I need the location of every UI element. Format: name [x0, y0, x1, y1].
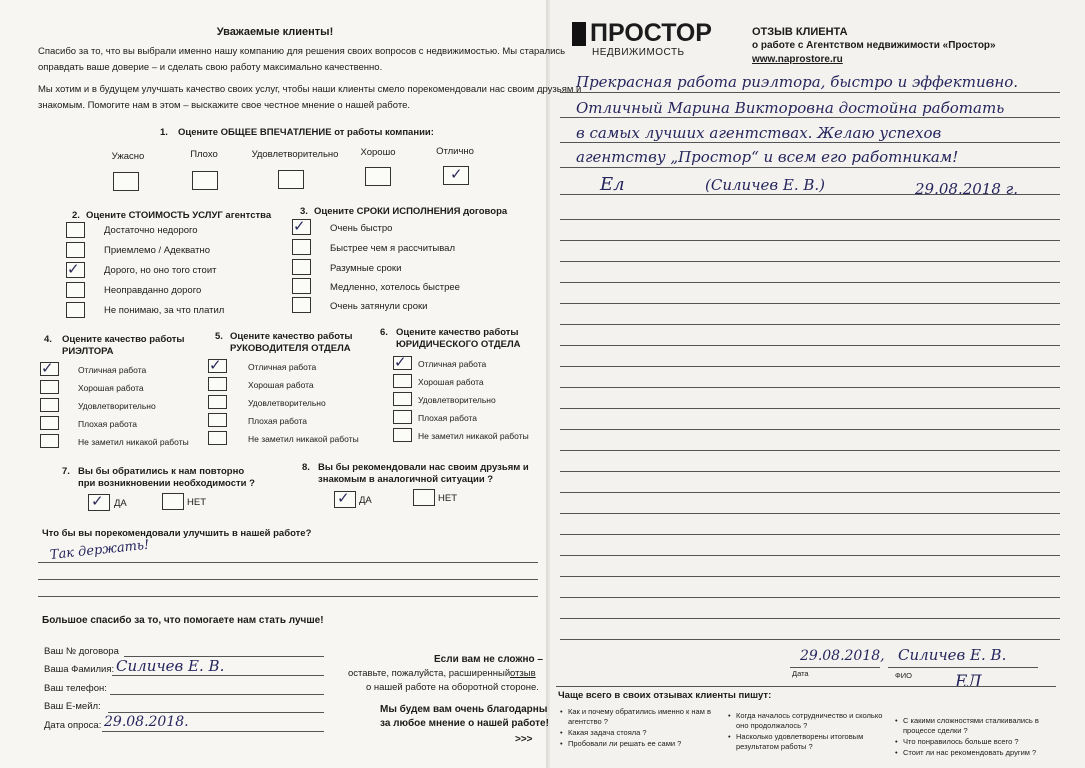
- improve-question: Что бы вы порекомендовали улучшить в нашей работе?: [42, 528, 312, 539]
- q8-no-label: НЕТ: [438, 493, 457, 504]
- q8-title: знакомым в аналогичной ситуации ?: [318, 474, 494, 485]
- ruled-line: [560, 366, 1060, 367]
- signature-icon: ЕЛ: [955, 672, 982, 692]
- q3-option-label: Разумные сроки: [330, 263, 402, 274]
- q4-checkbox[interactable]: [40, 398, 59, 412]
- logo-text: ПРОСТОР: [590, 19, 712, 47]
- q1-option-label: Отлично: [436, 146, 474, 157]
- q5-checkbox[interactable]: [208, 377, 227, 391]
- q3-option-label: Быстрее чем я рассчитывал: [330, 243, 456, 254]
- q1-title: Оцените ОБЩЕЕ ВПЕЧАТЛЕНИЕ от работы компании:: [178, 127, 434, 138]
- ruled-line: [560, 555, 1060, 556]
- q3-title: Оцените СРОКИ ИСПОЛНЕНИЯ договора: [314, 206, 508, 217]
- q7-title: при возникновении необходимости ?: [78, 478, 255, 489]
- q1-number: 1.: [160, 127, 168, 138]
- bullet-icon: •: [728, 711, 731, 720]
- section-divider: [556, 686, 1056, 687]
- q7-yes-label: ДА: [114, 498, 127, 509]
- q5-option-label: Удовлетворительно: [248, 398, 326, 408]
- q5-option-label: Не заметил никакой работы: [248, 434, 359, 444]
- q5-title: Оцените качество работы: [230, 331, 353, 342]
- q8-checkbox-no[interactable]: [413, 489, 435, 506]
- callout-text: о нашей работе на оборотной стороне.: [366, 682, 539, 693]
- q8-yes-label: ДА: [359, 495, 372, 506]
- q2-option-label: Не понимаю, за что платил: [104, 305, 225, 316]
- q8-number: 8.: [302, 462, 310, 473]
- q1-option-label: Удовлетворительно: [251, 149, 339, 160]
- q4-option-label: Удовлетворительно: [78, 401, 156, 411]
- ruled-line: [560, 219, 1060, 220]
- intro-line: знакомым. Помогите нам в этом – выскажите свое честное мнение о нашей работе.: [38, 100, 410, 111]
- q2-checkbox[interactable]: [66, 222, 85, 238]
- bullet-icon: •: [560, 707, 563, 716]
- q5-checkbox[interactable]: [208, 431, 227, 445]
- q4-title: РИЭЛТОРА: [62, 346, 114, 357]
- checkmark-icon: ✓: [91, 492, 104, 510]
- bullet-icon: •: [560, 728, 563, 737]
- often-item: оно продолжалось ?: [736, 721, 808, 730]
- ruled-line: [560, 471, 1060, 472]
- answer-line: [38, 562, 538, 563]
- survey-date-value[interactable]: 29.08.2018.: [104, 714, 189, 730]
- signature-icon: Ел: [600, 174, 625, 195]
- improve-answer[interactable]: Так держать!: [49, 537, 150, 563]
- review-text-line[interactable]: Прекрасная работа риэлтора, быстро и эффективно.: [576, 73, 1019, 91]
- ruled-line: [560, 450, 1060, 451]
- checkmark-icon: ✓: [67, 260, 80, 278]
- thanks-text: Большое спасибо за то, что помогаете нам стать лучше!: [42, 615, 324, 626]
- often-item: Как и почему обратились именно к нам в: [568, 707, 711, 716]
- ruled-line: [560, 408, 1060, 409]
- q2-checkbox[interactable]: [66, 302, 85, 318]
- ruled-line: [560, 194, 1060, 195]
- q2-option-label: Дорого, но оно того стоит: [104, 265, 217, 276]
- ruled-line: [560, 324, 1060, 325]
- callout-arrows: >>>: [515, 734, 533, 745]
- q6-checkbox[interactable]: [393, 410, 412, 424]
- ruled-line: [560, 142, 1060, 143]
- often-title: Чаще всего в своих отзывах клиенты пишут:: [558, 690, 772, 701]
- ruled-line: [560, 597, 1060, 598]
- q3-checkbox[interactable]: [292, 239, 311, 255]
- q6-option-label: Отличная работа: [418, 359, 487, 369]
- ruled-line: [560, 167, 1060, 168]
- q5-option-label: Плохая работа: [248, 416, 308, 426]
- often-item: Пробовали ли решать ее сами ?: [568, 739, 682, 748]
- q1-checkbox-bad[interactable]: [192, 171, 218, 190]
- ruled-line: [560, 492, 1060, 493]
- ruled-line: [560, 261, 1060, 262]
- q5-title: РУКОВОДИТЕЛЯ ОТДЕЛА: [230, 343, 351, 354]
- often-item: процессе сделки ?: [903, 726, 968, 735]
- q4-checkbox[interactable]: [40, 380, 59, 394]
- review-text-line[interactable]: Отличный Марина Викторовна достойна работать: [576, 99, 1005, 117]
- surname-label: Ваша Фамилия:: [44, 664, 115, 675]
- often-item: С какими сложностями сталкивались в: [903, 716, 1039, 725]
- often-item: Насколько удовлетворены итоговым: [736, 732, 864, 741]
- callout-bold: за любое мнение о нашей работе!: [380, 718, 549, 729]
- callout-text: оставьте, пожалуйста, расширенный: [348, 668, 511, 679]
- q2-option-label: Достаточно недорого: [104, 225, 198, 236]
- q1-option-label: Ужасно: [111, 151, 145, 162]
- q2-title: Оцените СТОИМОСТЬ УСЛУГ агентства: [86, 210, 272, 221]
- bullet-icon: •: [560, 739, 563, 748]
- q6-option-label: Удовлетворительно: [418, 395, 496, 405]
- ruled-line: [560, 576, 1060, 577]
- q4-checkbox[interactable]: [40, 416, 59, 430]
- date-line: [790, 667, 880, 668]
- logo-mark-icon: [572, 22, 586, 46]
- q3-checkbox[interactable]: [292, 297, 311, 313]
- date-field[interactable]: [102, 731, 324, 732]
- q6-option-label: Не заметил никакой работы: [418, 431, 529, 441]
- q1-checkbox-satisfactory[interactable]: [278, 170, 304, 189]
- often-item: Какая задача стояла ?: [568, 728, 647, 737]
- q3-checkbox[interactable]: [292, 278, 311, 294]
- often-item: Что понравилось больше всего ?: [903, 737, 1019, 746]
- intro-line: оправдать ваше доверие – и сделать свою работу максимально качественно.: [38, 62, 383, 73]
- ruled-line: [560, 117, 1060, 118]
- q4-option-label: Плохая работа: [78, 419, 138, 429]
- email-label: Ваш Е-мейл:: [44, 701, 101, 712]
- logo-subtitle: НЕДВИЖИМОСТЬ: [592, 47, 685, 58]
- q7-no-label: НЕТ: [187, 497, 206, 508]
- ruled-line: [560, 345, 1060, 346]
- fio-line: [888, 667, 1038, 668]
- checkmark-icon: ✓: [394, 353, 407, 371]
- ruled-line: [560, 639, 1060, 640]
- q1-checkbox-good[interactable]: [365, 167, 391, 186]
- ruled-line: [560, 92, 1060, 93]
- footer-name-value[interactable]: Силичев Е. В.: [898, 646, 1007, 664]
- ruled-line: [560, 534, 1060, 535]
- answer-line: [38, 579, 538, 580]
- ruled-line: [560, 618, 1060, 619]
- q6-option-label: Плохая работа: [418, 413, 478, 423]
- bullet-icon: •: [895, 716, 898, 725]
- callout-bold: Мы будем вам очень благодарны: [380, 704, 548, 715]
- q4-option-label: Хорошая работа: [78, 383, 144, 393]
- contract-label: Ваш № договора: [44, 646, 119, 657]
- often-item: агентство ?: [568, 717, 608, 726]
- q2-number: 2.: [72, 210, 80, 221]
- q3-option-label: Медленно, хотелось быстрее: [330, 282, 460, 293]
- q1-option-label: Хорошо: [360, 147, 396, 158]
- q7-number: 7.: [62, 466, 70, 477]
- q1-option-label: Плохо: [190, 149, 218, 160]
- email-field[interactable]: [108, 712, 324, 713]
- footer-date-value[interactable]: 29.08.2018,: [800, 648, 885, 664]
- checkmark-icon: ✓: [293, 217, 306, 235]
- q6-number: 6.: [380, 327, 388, 338]
- q7-checkbox-no[interactable]: [162, 493, 184, 510]
- review-signature-date[interactable]: 29.08.2018 г.: [915, 180, 1019, 198]
- intro-line: Мы хотим и в будущем улучшать качество своих услуг, чтобы наши клиенты смело порекомендовали нас своим друзьям и: [38, 84, 582, 95]
- checkmark-icon: ✓: [41, 359, 54, 377]
- q1-checkbox-terrible[interactable]: [113, 172, 139, 191]
- page-fold: [546, 0, 550, 768]
- phone-label: Ваш телефон:: [44, 683, 107, 694]
- q7-title: Вы бы обратились к нам повторно: [78, 466, 245, 477]
- ruled-line: [560, 240, 1060, 241]
- ruled-line: [560, 282, 1060, 283]
- answer-line: [38, 596, 538, 597]
- q4-option-label: Отличная работа: [78, 365, 147, 375]
- q3-option-label: Очень быстро: [330, 223, 393, 234]
- callout-bold: Если вам не сложно –: [434, 654, 543, 665]
- q3-number: 3.: [300, 206, 308, 217]
- checkmark-icon: ✓: [450, 165, 463, 183]
- fio-caption: ФИО: [895, 671, 912, 680]
- survey-title: Уважаемые клиенты!: [216, 26, 334, 38]
- q2-option-label: Приемлемо / Адекватно: [104, 245, 211, 256]
- review-text-line[interactable]: в самых лучших агентствах. Желаю успехов: [576, 124, 942, 142]
- q4-option-label: Не заметил никакой работы: [78, 437, 189, 447]
- q5-checkbox[interactable]: [208, 395, 227, 409]
- ruled-line: [560, 513, 1060, 514]
- q2-checkbox[interactable]: [66, 242, 85, 258]
- review-header-title: ОТЗЫВ КЛИЕНТА: [752, 26, 848, 38]
- bullet-icon: •: [895, 737, 898, 746]
- bullet-icon: •: [895, 748, 898, 757]
- date-label: Дата опроса:: [44, 720, 102, 731]
- intro-line: Спасибо за то, что вы выбрали именно нашу компанию для решения своих вопросов с недвижимостью. Мы старались: [38, 46, 566, 57]
- q3-checkbox[interactable]: [292, 259, 311, 275]
- q4-checkbox[interactable]: [40, 434, 59, 448]
- review-signature-name[interactable]: (Силичев Е. В.): [705, 176, 826, 194]
- q6-option-label: Хорошая работа: [418, 377, 484, 387]
- date-caption: Дата: [792, 669, 809, 678]
- review-text-line[interactable]: агентству „Простор“ и всем его работникам!: [576, 148, 959, 166]
- ruled-line: [560, 303, 1060, 304]
- q4-number: 4.: [44, 334, 52, 345]
- q6-checkbox[interactable]: [393, 428, 412, 442]
- often-item: результатом работы ?: [736, 742, 813, 751]
- surname-field[interactable]: [112, 675, 324, 676]
- ruled-line: [560, 429, 1060, 430]
- q3-option-label: Очень затянули сроки: [330, 301, 428, 312]
- q4-title: Оцените качество работы: [62, 334, 185, 345]
- phone-field[interactable]: [110, 694, 324, 695]
- website-link[interactable]: www.naprostore.ru: [752, 54, 843, 65]
- review-header-subtitle: о работе с Агентством недвижимости «Простор»: [752, 40, 996, 51]
- q8-title: Вы бы рекомендовали нас своим друзьям и: [318, 462, 529, 473]
- checkmark-icon: ✓: [337, 489, 350, 507]
- q6-title: Оцените качество работы: [396, 327, 519, 338]
- bullet-icon: •: [728, 732, 731, 741]
- checkmark-icon: ✓: [209, 356, 222, 374]
- q6-checkbox[interactable]: [393, 392, 412, 406]
- q5-number: 5.: [215, 331, 223, 342]
- q2-option-label: Неоправданно дорого: [104, 285, 202, 296]
- q5-checkbox[interactable]: [208, 413, 227, 427]
- q6-checkbox[interactable]: [393, 374, 412, 388]
- ruled-line: [560, 387, 1060, 388]
- q2-checkbox[interactable]: [66, 282, 85, 298]
- callout-review-link[interactable]: отзыв: [510, 668, 536, 679]
- often-item: Стоит ли нас рекомендовать другим ?: [903, 748, 1037, 757]
- surname-value[interactable]: Силичев Е. В.: [116, 657, 225, 675]
- q5-option-label: Хорошая работа: [248, 380, 314, 390]
- often-item: Когда началось сотрудничество и сколько: [736, 711, 883, 720]
- q6-title: ЮРИДИЧЕСКОГО ОТДЕЛА: [396, 339, 521, 350]
- q5-option-label: Отличная работа: [248, 362, 317, 372]
